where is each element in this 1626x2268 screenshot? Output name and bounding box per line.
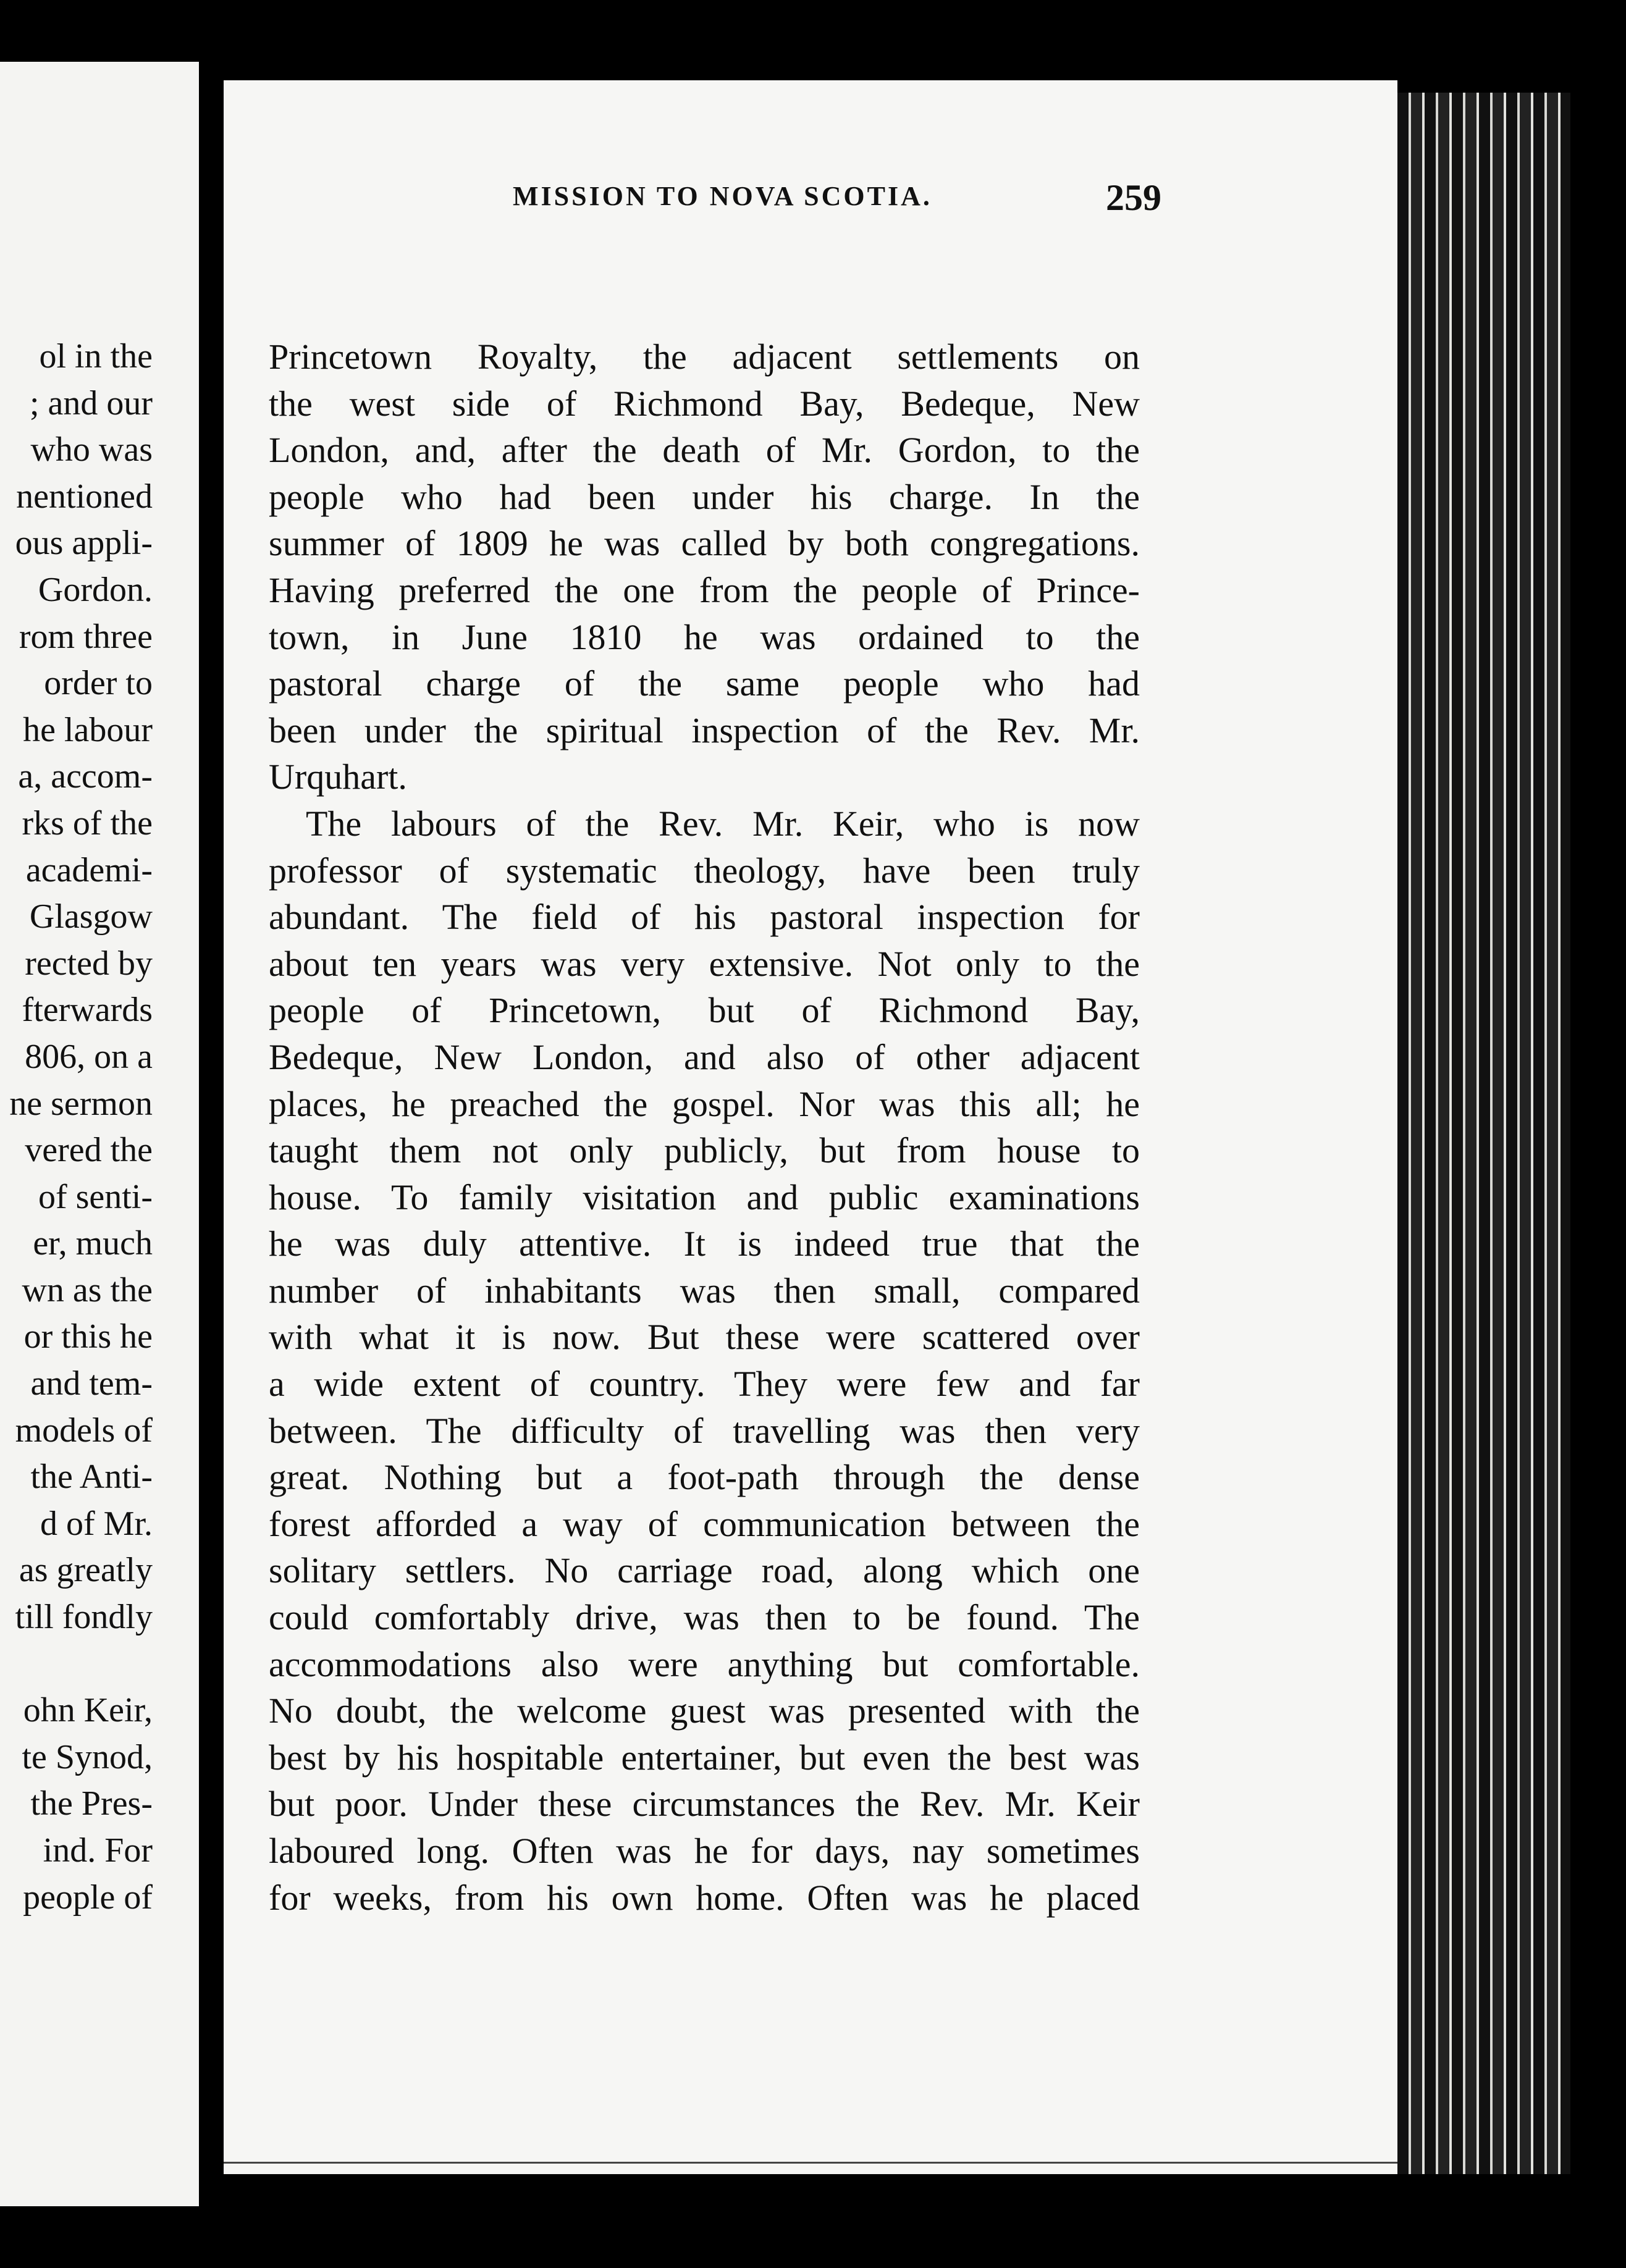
text-line: abundant. The field of his pastoral inspection for (269, 897, 1140, 938)
left-line: and tem- (30, 1364, 153, 1403)
body-text (269, 334, 1140, 1921)
text-line: pastoral charge of the same people who had (269, 663, 1140, 704)
left-line: Gordon. (38, 570, 153, 609)
text-line: No doubt, the welcome guest was presented with the (269, 1690, 1140, 1731)
left-line: wn as the (22, 1270, 153, 1309)
left-line: rected by (25, 944, 153, 983)
text-line: he was duly attentive. It is indeed true that the (269, 1224, 1140, 1264)
text-line: best by his hospitable entertainer, but even the best was (269, 1737, 1140, 1778)
left-line: ind. For (43, 1831, 153, 1870)
text-line: Having preferred the one from the people of Prince- (269, 569, 1140, 610)
left-line: Glasgow (29, 897, 153, 936)
text-line: professor of systematic theology, have been truly (269, 850, 1140, 891)
text-line: a wide extent of country. They were few and far (269, 1364, 1140, 1405)
text-line: between. The difficulty of travelling was then very (269, 1410, 1140, 1451)
text-line: Bedeque, New London, and also of other adjacent (269, 1036, 1140, 1077)
text-line: number of inhabitants was then small, compared (269, 1270, 1140, 1311)
left-line: rks of the (22, 804, 153, 842)
left-line: till fondly (15, 1598, 153, 1637)
running-head (266, 177, 1161, 236)
left-line: he labour (23, 710, 153, 749)
text-line: for weeks, from his own home. Often was he placed (269, 1877, 1140, 1918)
left-line: ous appli- (15, 524, 153, 563)
page-number: 259 (1106, 177, 1161, 218)
left-line: the Pres- (30, 1784, 153, 1823)
left-line: te Synod, (22, 1737, 153, 1776)
left-line: of senti- (38, 1177, 153, 1216)
text-line: taught them not only publicly, but from house to (269, 1130, 1140, 1171)
text-line: people who had been under his charge. In the (269, 476, 1140, 517)
text-line: places, he preached the gospel. Nor was this all; he (269, 1083, 1140, 1124)
text-line: could comfortably drive, was then to be found. The (269, 1597, 1140, 1638)
left-page-text (0, 334, 153, 1921)
text-line: the west side of Richmond Bay, Bedeque, New (269, 383, 1140, 424)
left-line: models of (15, 1411, 153, 1450)
text-line: The labours of the Rev. Mr. Keir, who is now (306, 803, 1140, 844)
text-line: summer of 1809 he was called by both congregations. (269, 523, 1140, 564)
text-line: London, and, after the death of Mr. Gordon, to the (269, 430, 1140, 471)
book-gutter (199, 62, 224, 2206)
page-edges (1397, 93, 1570, 2174)
text-line: but poor. Under these circumstances the Rev. Mr. Keir (269, 1784, 1140, 1825)
running-title: MISSION TO NOVA SCOTIA. (513, 181, 932, 211)
left-line: fterwards (22, 991, 153, 1030)
left-line: ne sermon (9, 1084, 153, 1123)
left-page (0, 62, 199, 2206)
left-line (0, 1641, 153, 1688)
text-line: laboured long. Often was he for days, nay sometimes (269, 1831, 1140, 1871)
text-line: solitary settlers. No carriage road, along which one (269, 1550, 1140, 1591)
text-line: house. To family visitation and public examinations (269, 1177, 1140, 1217)
text-line: Urquhart. (269, 757, 407, 797)
text-line: been under the spiritual inspection of the Rev. Mr. (269, 710, 1140, 750)
left-line: or this he (23, 1317, 153, 1356)
left-line: rom three (19, 617, 153, 656)
left-line: academi- (25, 850, 153, 889)
text-line: Princetown Royalty, the adjacent settlements on (269, 337, 1140, 377)
left-line: a, accom- (18, 757, 153, 796)
left-line: d of Mr. (40, 1504, 153, 1543)
left-line: ohn Keir, (23, 1691, 153, 1730)
left-line: people of (23, 1878, 153, 1917)
text-line: forest afforded a way of communication between the (269, 1503, 1140, 1544)
left-line: er, much (33, 1224, 153, 1263)
left-line: ; and our (29, 384, 153, 422)
left-line: who was (30, 430, 153, 469)
left-line: order to (44, 664, 153, 703)
text-line: people of Princetown, but of Richmond Bay, (269, 990, 1140, 1031)
left-line: vered the (25, 1131, 153, 1170)
left-line: ol in the (39, 337, 153, 376)
text-line: accommodations also were anything but comfortable. (269, 1644, 1140, 1684)
text-line: town, in June 1810 he was ordained to the (269, 616, 1140, 657)
left-line: the Anti- (30, 1458, 153, 1497)
page-bottom-edge (224, 2162, 1397, 2176)
left-line: as greatly (19, 1551, 153, 1590)
text-line: great. Nothing but a foot-path through the dense (269, 1457, 1140, 1498)
left-line: 806, on a (25, 1037, 153, 1076)
text-line: with what it is now. But these were scattered over (269, 1317, 1140, 1358)
left-line: nentioned (16, 477, 153, 516)
text-line: about ten years was very extensive. Not only to the (269, 943, 1140, 984)
